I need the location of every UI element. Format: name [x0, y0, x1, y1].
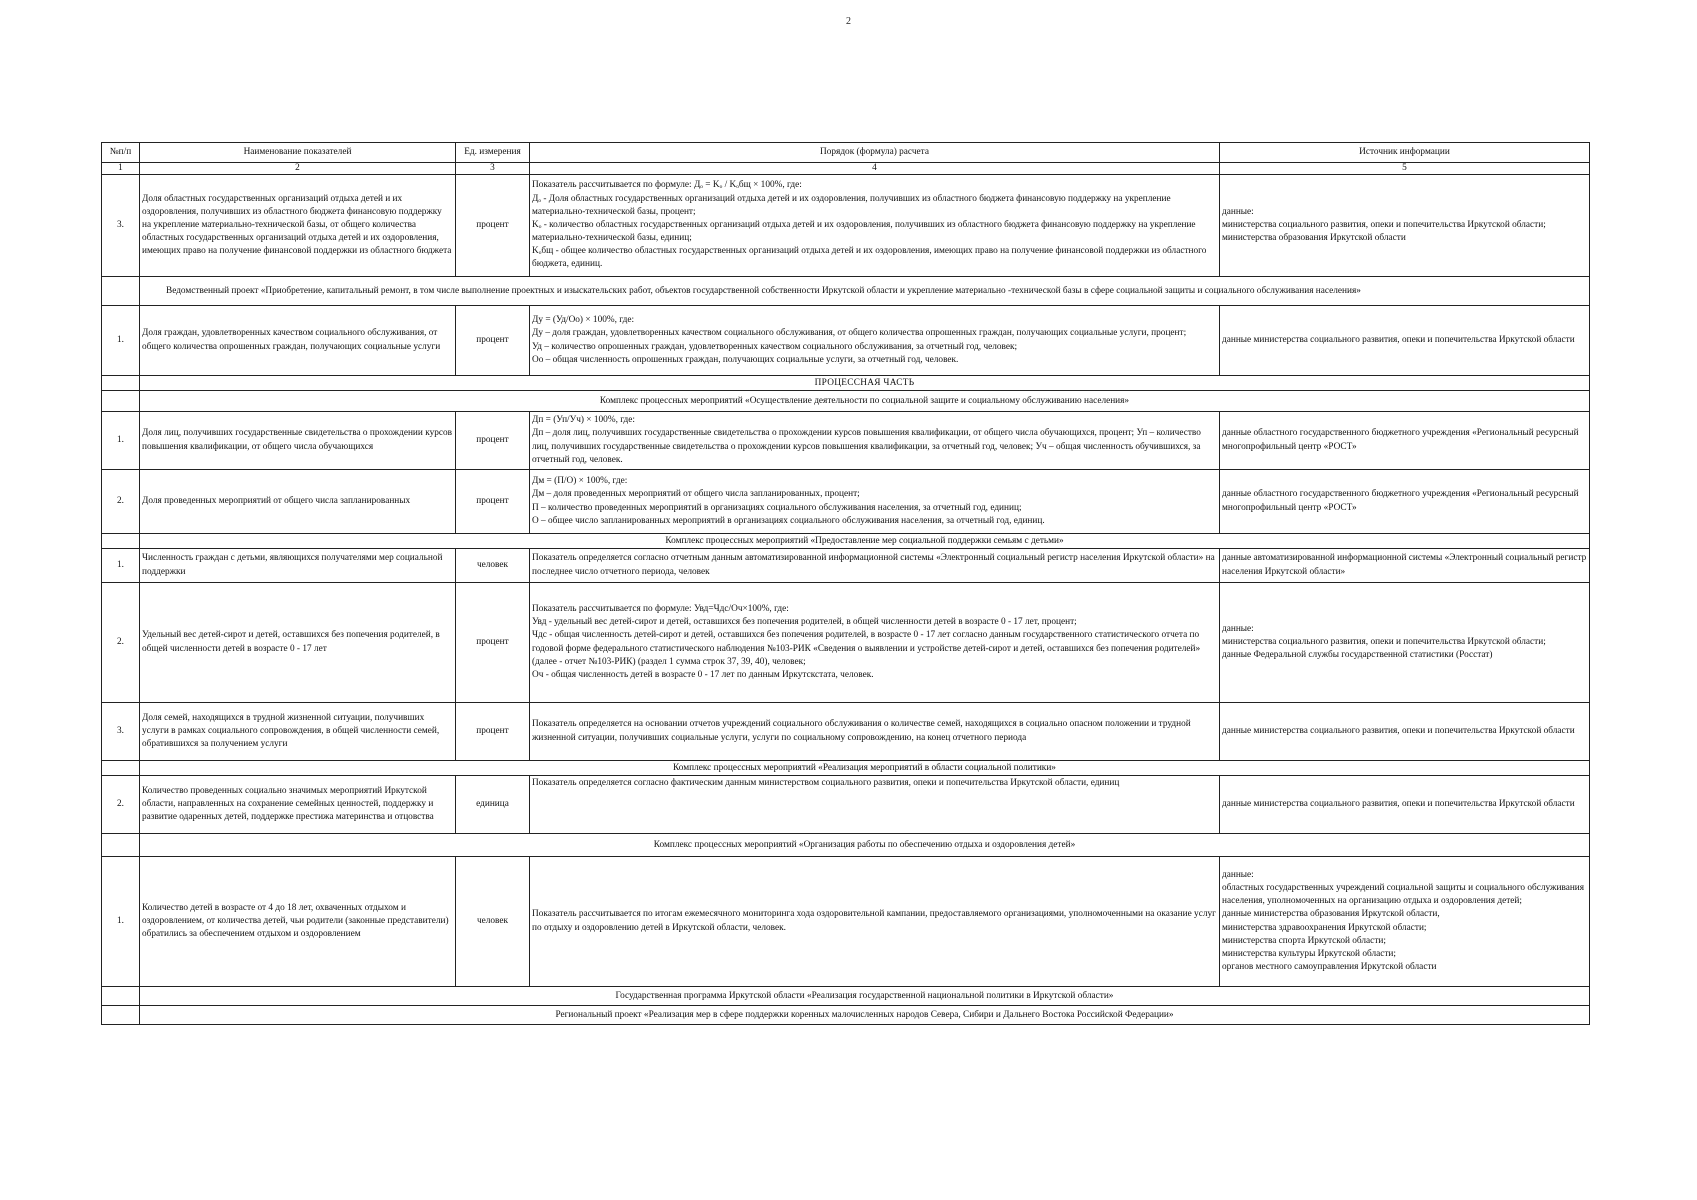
formula-line: Kₒ - количество областных государственных организаций отдыха детей и их оздоровления, получивших из областного бюджета финансовую поддержку на укрепление материально-технической базы, единиц; — [532, 219, 1196, 244]
section-row — [102, 376, 1590, 391]
row-number: 1. — [102, 412, 140, 470]
formula-line: Ду = (Уд/Оо) × 100%, где: — [532, 315, 635, 326]
page-number: 2 — [846, 16, 851, 27]
section-row — [102, 391, 1590, 412]
information-source — [1220, 412, 1590, 470]
source-line: данные Федеральной службы государственной статистики (Росстат) — [1222, 650, 1493, 661]
formula-line: П – количество проведенных мероприятий в организациях социального обслуживания населения, за отчетный год, единиц; — [532, 502, 1022, 513]
calculation-formula — [530, 175, 1220, 277]
table-row — [102, 175, 1590, 277]
unit-of-measure: процент — [456, 583, 530, 703]
indicator-name: Доля проведенных мероприятий от общего числа запланированных — [140, 470, 456, 534]
column-index: 2 — [140, 163, 456, 175]
column-index-row — [102, 163, 1590, 175]
header-name: Наименование показателей — [140, 143, 456, 163]
source-line: данные областного государственного бюджетного учреждения «Региональный ресурсный многопрофильный центр «РОСТ» — [1222, 489, 1579, 513]
information-source — [1220, 776, 1590, 834]
unit-of-measure: человек — [456, 857, 530, 987]
table-row — [102, 703, 1590, 761]
unit-of-measure: процент — [456, 412, 530, 470]
information-source — [1220, 306, 1590, 376]
formula-line: Уд – количество опрошенных граждан, удовлетворенных качеством социального обслуживания, за отчетный год, человек; — [532, 341, 1018, 352]
column-index: 5 — [1220, 163, 1590, 175]
indicator-name: Доля областных государственных организаций отдыха детей и их оздоровления, получивших из областного бюджета финансовую поддержку на укрепление материально-технической базы, от общего количества областных государственных организаций отдыха детей и их оздоровления, имеющих право на получение финансовой поддержки из областного бюджета — [140, 175, 456, 277]
indicators-table — [101, 142, 1590, 1025]
indicator-name: Доля граждан, удовлетворенных качеством социального обслуживания, от общего количества опрошенных граждан, получающих социальные услуги — [140, 306, 456, 376]
section-row — [102, 761, 1590, 776]
column-index: 3 — [456, 163, 530, 175]
header-formula: Порядок (формула) расчета — [530, 143, 1220, 163]
section-row — [102, 277, 1590, 306]
table-row — [102, 412, 1590, 470]
source-line: данные: — [1222, 869, 1254, 880]
unit-of-measure: человек — [456, 549, 530, 583]
indicator-name: Удельный вес детей-сирот и детей, оставшихся без попечения родителей, в общей численности детей в возрасте 0 - 17 лет — [140, 583, 456, 703]
information-source — [1220, 175, 1590, 277]
section-title: Ведомственный проект «Приобретение, капитальный ремонт, в том числе выполнение проектных и изыскательских работ, объектов государственной собственности Иркутской области и укрепление материально -технической базы в сфере социальной защиты и социального обслуживания населения» — [140, 277, 1590, 306]
section-title: Комплекс процессных мероприятий «Реализация мероприятий в области социальной политики» — [140, 761, 1590, 776]
section-row — [102, 987, 1590, 1006]
source-line: министерства спорта Иркутской области; — [1222, 935, 1386, 946]
table-row — [102, 857, 1590, 987]
formula-line: Дп = (Уп/Уч) × 100%, где: — [532, 415, 636, 426]
table-row — [102, 549, 1590, 583]
section-spacer — [102, 834, 140, 857]
formula-line: Показатель рассчитывается по итогам ежемесячного мониторинга хода оздоровительной кампании, предоставляемого организациями, уполномоченными на оказание услуг по отдыху и оздоровлению детей в Иркутской области, человек. — [532, 909, 1216, 933]
information-source — [1220, 549, 1590, 583]
table-row — [102, 470, 1590, 534]
formula-line: Показатель определяется согласно фактическим данным министерством социального развития, опеки и попечительства Иркутской области, единиц — [532, 778, 1120, 788]
calculation-formula — [530, 412, 1220, 470]
formula-line: Оч - общая численность детей в возрасте 0 - 17 лет по данным Иркутскстата, человек. — [532, 669, 874, 680]
formula-line: Дп – доля лиц, получивших государственные свидетельства о прохождении курсов повышения квалификации, от общего числа обучающихся, процент; Уп – количество лиц, получивших государственные свидетельства о прохождении курсов повышения квалификации, за отчетный год, человек; Уч – общая численность обучившихся, за отчетный год, человек. — [532, 428, 1201, 465]
calculation-formula — [530, 703, 1220, 761]
formula-line: Показатель рассчитывается по формуле: Дₒ = Kₒ / Kₒбщ × 100%, где: — [532, 180, 802, 191]
indicator-name: Количество детей в возрасте от 4 до 18 лет, охваченных отдыхом и оздоровлением, от количества детей, чьи родители (законные представители) обратились за обеспечением отдыхом и оздоровлением — [140, 857, 456, 987]
row-number: 1. — [102, 306, 140, 376]
unit-of-measure: процент — [456, 306, 530, 376]
information-source — [1220, 583, 1590, 703]
section-title: ПРОЦЕССНАЯ ЧАСТЬ — [140, 376, 1590, 391]
row-number: 1. — [102, 549, 140, 583]
source-line: данные областного государственного бюджетного учреждения «Региональный ресурсный многопрофильный центр «РОСТ» — [1222, 428, 1579, 452]
source-line: министерства здравоохранения Иркутской области; — [1222, 922, 1427, 933]
calculation-formula — [530, 306, 1220, 376]
calculation-formula — [530, 857, 1220, 987]
section-title: Комплекс процессных мероприятий «Осуществление деятельности по социальной защите и социальному обслуживанию населения» — [140, 391, 1590, 412]
section-spacer — [102, 277, 140, 306]
section-spacer — [102, 987, 140, 1006]
header-num: №п/п — [102, 143, 140, 163]
section-title: Региональный проект «Реализация мер в сфере поддержки коренных малочисленных народов Севера, Сибири и Дальнего Востока Российской Федерации» — [140, 1006, 1590, 1025]
calculation-formula — [530, 776, 1220, 834]
information-source — [1220, 470, 1590, 534]
source-line: данные автоматизированной информационной системы «Электронный социальный регистр населения Иркутской области» — [1222, 553, 1587, 577]
section-title: Комплекс процессных мероприятий «Организация работы по обеспечению отдыха и оздоровления детей» — [140, 834, 1590, 857]
row-number: 2. — [102, 776, 140, 834]
calculation-formula — [530, 583, 1220, 703]
formula-line: Показатель определяется на основании отчетов учреждений социального обслуживания о количестве семей, находящихся в социально опасном положении и трудной жизненной ситуации, получивших социальные услуги, услуги по социальному сопровождению, на конец отчетного периода — [532, 719, 1191, 743]
source-line: министерства культуры Иркутской области; — [1222, 948, 1396, 959]
source-line: данные министерства социального развития, опеки и попечительства Иркутской области — [1222, 334, 1575, 345]
source-line: данные министерства образования Иркутской области, — [1222, 909, 1440, 920]
formula-line: Увд - удельный вес детей-сирот и детей, оставшихся без попечения родителей, в общей численности детей в возрасте 0 - 17 лет, процент; — [532, 617, 1077, 628]
section-spacer — [102, 1006, 140, 1025]
formula-line: Дм = (П/О) × 100%, где: — [532, 476, 628, 487]
formula-line: Дм – доля проведенных мероприятий от общего числа запланированных, процент; — [532, 489, 860, 500]
indicator-name: Доля семей, находящихся в трудной жизненной ситуации, получивших услуги в рамках социального сопровождения, в общей численности семей, обратившихся за получением услуги — [140, 703, 456, 761]
column-index: 1 — [102, 163, 140, 175]
section-title: Комплекс процессных мероприятий «Предоставление мер социальной поддержки семьям с детьми» — [140, 534, 1590, 549]
formula-line: Kₒбщ - общее количество областных государственных организаций отдыха детей и их оздоровления, имеющих право на получение финансовой поддержки из областного бюджета, единиц. — [532, 246, 1207, 270]
source-line: данные: — [1222, 623, 1254, 634]
unit-of-measure: процент — [456, 470, 530, 534]
formula-line: Оо – общая численность опрошенных граждан, получающих социальные услуги, за отчетный год, человек. — [532, 354, 959, 365]
formula-line: О – общее число запланированных мероприятий в организациях социального обслуживания населения, за отчетный год, единиц. — [532, 515, 1045, 526]
table-row — [102, 306, 1590, 376]
source-line: данные министерства социального развития, опеки и попечительства Иркутской области — [1222, 798, 1575, 809]
source-line: данные: — [1222, 206, 1254, 217]
unit-of-measure: процент — [456, 703, 530, 761]
row-number: 3. — [102, 175, 140, 277]
formula-line: Показатель определяется согласно отчетным данным автоматизированной информационной системы «Электронный социальный регистр населения Иркутской области» на последнее число отчетного периода, человек — [532, 553, 1215, 577]
section-spacer — [102, 761, 140, 776]
section-spacer — [102, 376, 140, 391]
section-title: Государственная программа Иркутской области «Реализация государственной национальной политики в Иркутской области» — [140, 987, 1590, 1006]
formula-line: Чдс - общая численность детей-сирот и детей, оставшихся без попечения родителей, в возрасте 0 - 17 лет согласно данным государственного статистического отчета по годовой форме федерального статистического наблюдения №103-РИК «Сведения о выявлении и устройстве детей-сирот и детей, оставшихся без попечения родителей» (далее - отчет №103-РИК) (раздел 1 сумма строк 37, 39, 40), человек; — [532, 630, 1201, 667]
section-row — [102, 534, 1590, 549]
information-source — [1220, 703, 1590, 761]
information-source — [1220, 857, 1590, 987]
row-number: 2. — [102, 583, 140, 703]
calculation-formula — [530, 549, 1220, 583]
header-source: Источник информации — [1220, 143, 1590, 163]
source-line: областных государственных учреждений социальной защиты и социального обслуживания населения, уполномоченных на организацию отдыха и оздоровления детей; — [1222, 882, 1585, 907]
source-line: министерства образования Иркутской области — [1222, 233, 1406, 244]
header-row — [102, 143, 1590, 163]
indicator-name: Доля лиц, получивших государственные свидетельства о прохождении курсов повышения квалификации, от общего числа обучающихся — [140, 412, 456, 470]
section-spacer — [102, 391, 140, 412]
column-index: 4 — [530, 163, 1220, 175]
formula-line: Показатель рассчитывается по формуле: Увд=Чдс/Оч×100%, где: — [532, 603, 789, 614]
unit-of-measure: единица — [456, 776, 530, 834]
table-row — [102, 583, 1590, 703]
unit-of-measure: процент — [456, 175, 530, 277]
section-row — [102, 1006, 1590, 1025]
calculation-formula — [530, 470, 1220, 534]
formula-line: Дₒ - Доля областных государственных организаций отдыха детей и их оздоровления, получивших из областного бюджета финансовую поддержку на укрепление материально-технической базы, процент; — [532, 193, 1171, 217]
source-line: данные министерства социального развития, опеки и попечительства Иркутской области — [1222, 725, 1575, 736]
row-number: 1. — [102, 857, 140, 987]
row-number: 2. — [102, 470, 140, 534]
indicator-name: Количество проведенных социально значимых мероприятий Иркутской области, направленных на сохранение семейных ценностей, поддержку и развитие одаренных детей, поддержке престижа материнства и отцовства — [140, 776, 456, 834]
source-line: органов местного самоуправления Иркутской области — [1222, 962, 1437, 973]
source-line: министерства социального развития, опеки и попечительства Иркутской области; — [1222, 636, 1546, 647]
table-row — [102, 776, 1590, 834]
header-unit: Ед. измерения — [456, 143, 530, 163]
source-line: министерства социального развития, опеки и попечительства Иркутской области; — [1222, 219, 1546, 230]
formula-line: Ду – доля граждан, удовлетворенных качеством социального обслуживания, от общего количества опрошенных граждан, получающих социальные услуги, процент; — [532, 328, 1187, 339]
section-spacer — [102, 534, 140, 549]
section-row — [102, 834, 1590, 857]
row-number: 3. — [102, 703, 140, 761]
indicator-name: Численность граждан с детьми, являющихся получателями мер социальной поддержки — [140, 549, 456, 583]
